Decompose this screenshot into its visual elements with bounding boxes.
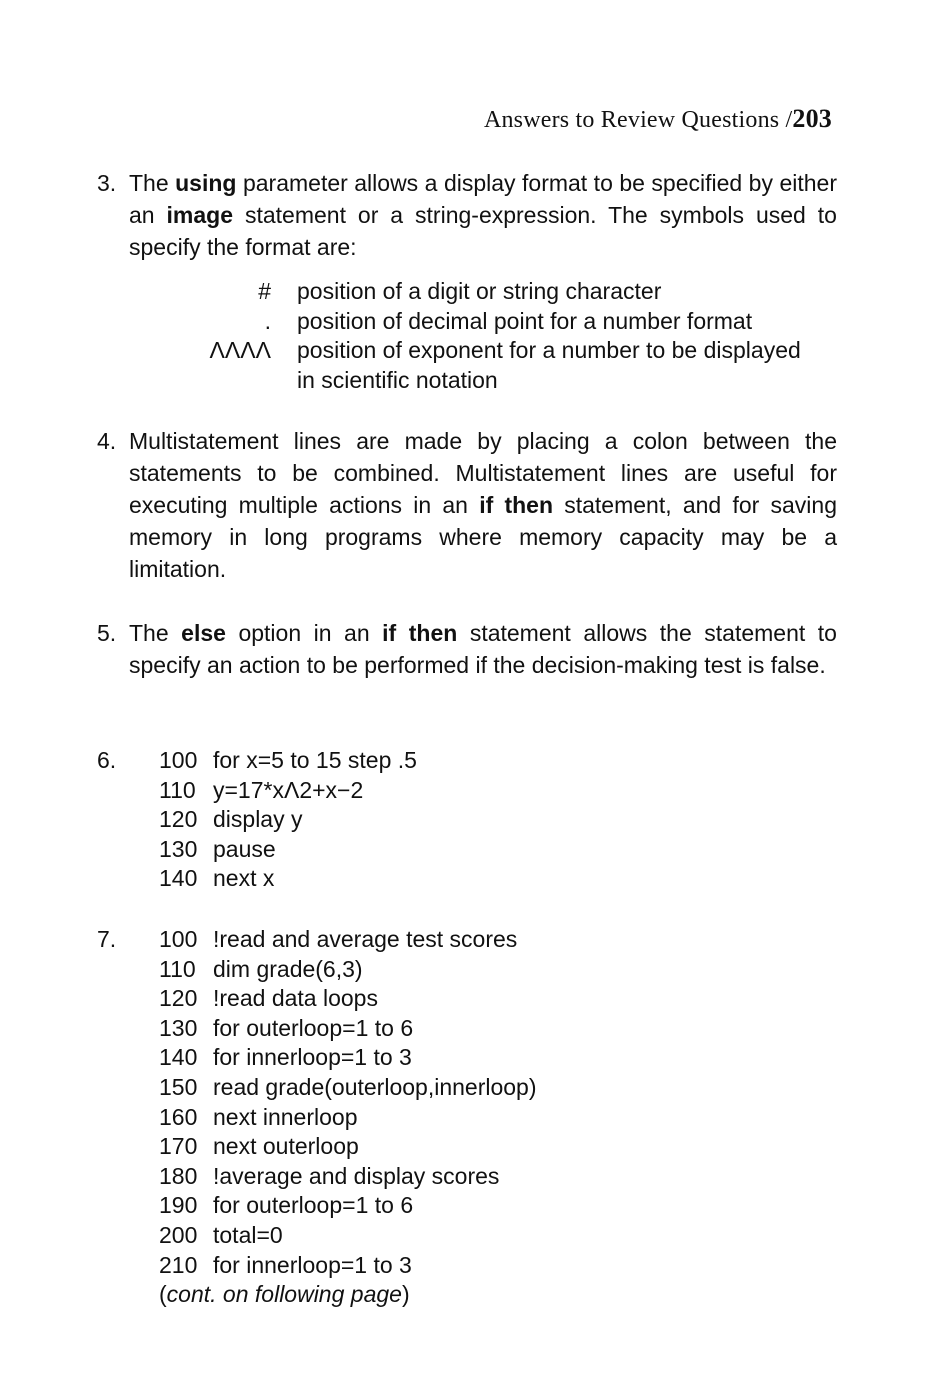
code-line: 160 next innerloop xyxy=(159,1103,358,1130)
symbol-description: position of exponent for a number to be displayed xyxy=(297,337,801,363)
code-line: 100 for x=5 to 15 step .5 xyxy=(159,747,417,773)
code-line: 130 pause xyxy=(159,835,276,862)
keyword-using: using xyxy=(175,170,237,196)
answer-4 xyxy=(97,425,837,585)
running-header xyxy=(484,104,832,134)
answer-7-code xyxy=(97,925,537,1310)
symbol-row xyxy=(97,307,837,337)
code-line: 110 dim grade(6,3) xyxy=(159,955,363,982)
answer-number: 7. xyxy=(97,926,117,952)
keyword-else: else xyxy=(181,620,226,646)
answer-text: The using parameter allows a display format to be specified by either an image statement or a string-expression. The symbols used to specify the format are: xyxy=(129,170,837,260)
code-line: 120 display y xyxy=(159,806,303,833)
answer-text: Multistatement lines are made by placing a colon between the statements to be combined. Multistatement lines are useful for executing multiple actions in an if then statement, and for saving memory in long programs where memory capacity may be a limitation. xyxy=(129,428,837,582)
code-line: 140 for innerloop=1 to 3 xyxy=(159,1044,412,1071)
symbol: . xyxy=(264,307,271,334)
answer-number: 4. xyxy=(97,428,117,454)
answer-number: 6. xyxy=(97,747,117,773)
continuation-note: (cont. on following page) xyxy=(159,1281,410,1308)
page-number: 203 xyxy=(792,104,832,133)
code-line: 210 for innerloop=1 to 3 xyxy=(159,1251,412,1278)
code-line: 100 !read and average test scores xyxy=(159,926,518,952)
format-symbols-table xyxy=(97,277,837,395)
code-line: 120 !read data loops xyxy=(159,985,378,1012)
symbol xyxy=(97,366,297,396)
code-line: 170 next outerloop xyxy=(159,1133,359,1160)
answer-6-code xyxy=(97,746,417,894)
symbol-description: position of a digit or string character xyxy=(297,278,662,304)
answer-text: The else option in an if then statement allows the statement to specify an action to be performed if the decision-making test is false. xyxy=(129,620,837,678)
answer-3 xyxy=(97,167,837,263)
symbol-row xyxy=(97,336,837,366)
keyword-if-then: if then xyxy=(382,620,458,646)
symbol-description: position of decimal point for a number format xyxy=(297,307,753,334)
code-line: 200 total=0 xyxy=(159,1221,283,1248)
code-line: 190 for outerloop=1 to 6 xyxy=(159,1192,414,1219)
answer-number: 5. xyxy=(97,620,117,646)
code-line: 110 y=17*xΛ2+x−2 xyxy=(159,776,364,803)
header-title: Answers to Review Questions / xyxy=(483,107,793,133)
code-line: 150 read grade(outerloop,innerloop) xyxy=(159,1073,537,1100)
symbol: ΛΛΛΛ xyxy=(209,337,271,363)
keyword-if-then: if then xyxy=(479,492,554,518)
answer-number: 3. xyxy=(97,170,117,196)
symbol-row xyxy=(97,277,837,307)
symbol: # xyxy=(258,278,271,304)
keyword-image: image xyxy=(166,202,234,228)
symbol-row xyxy=(97,366,837,396)
symbol-description: in scientific notation xyxy=(297,366,498,393)
code-line: 180 !average and display scores xyxy=(159,1162,500,1189)
code-line: 140 next x xyxy=(159,865,275,892)
answer-5 xyxy=(97,617,837,681)
code-line: 130 for outerloop=1 to 6 xyxy=(159,1014,414,1041)
